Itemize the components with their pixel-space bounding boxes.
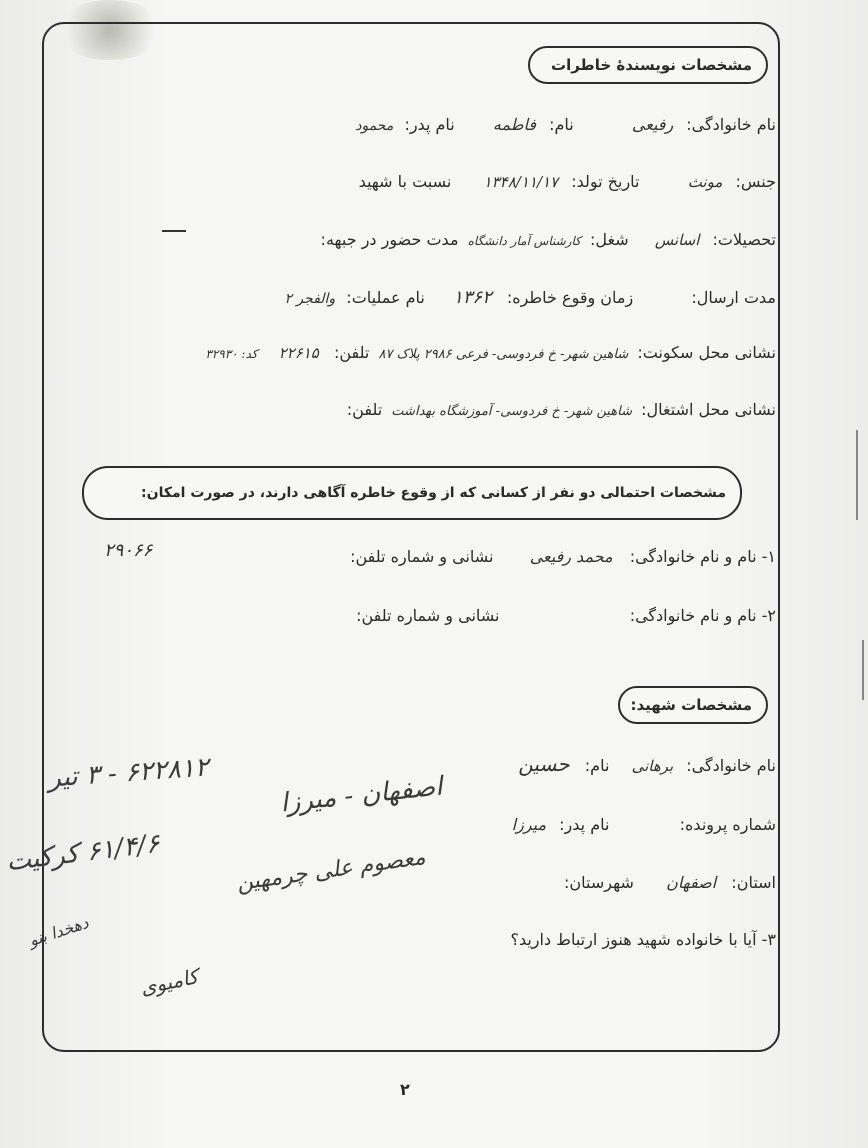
- handwritten-value: مونث: [687, 173, 723, 191]
- margin-note: ۶۱/۴/۶ کرکیت: [4, 828, 162, 878]
- margin-note: دهخدا بنو: [26, 912, 91, 951]
- label: تاریخ تولد:: [571, 172, 640, 191]
- handwritten-value: محمود: [355, 118, 394, 134]
- handwritten-value: کد: ۳۲۹۳۰: [205, 347, 258, 361]
- section-title-writer: مشخصات نویسندهٔ خاطرات: [528, 46, 768, 84]
- writer-row-names: [349, 115, 776, 134]
- martyr-row-file: [504, 815, 776, 834]
- label: شماره پرونده:: [679, 815, 776, 834]
- label: مدت ارسال:: [691, 288, 776, 307]
- label: مدت حضور در جبهه:: [320, 230, 459, 249]
- label: جنس:: [735, 172, 776, 191]
- handwritten-value: محمد رفیعی: [529, 547, 613, 566]
- edge-mark: [856, 430, 858, 520]
- label: ۱- نام و نام خانوادگی:: [629, 547, 776, 566]
- handwritten-value: کارشناس آمار دانشگاه: [467, 234, 581, 248]
- label: تحصیلات:: [712, 230, 776, 249]
- writer-row-send: [278, 287, 776, 308]
- handwritten-value: رفیعی: [631, 115, 674, 134]
- label: استان:: [731, 873, 776, 892]
- section-title-martyr: مشخصات شهید:: [618, 686, 768, 724]
- section-title-witness: مشخصات احتمالی دو نفر از کسانی که از وقوع خاطره آگاهی دارند، در صورت امکان:: [82, 466, 742, 520]
- margin-note: معصوم علی چرمهین: [235, 844, 428, 897]
- witness-row-1: [350, 547, 776, 566]
- blank-dash: [162, 230, 186, 232]
- handwritten-value: ۱۳۴۸/۱۱/۱۷: [483, 173, 559, 191]
- witness-row-2: [356, 606, 776, 625]
- label: شهرستان:: [564, 873, 634, 892]
- label: نام عملیات:: [346, 288, 425, 307]
- handwritten-value: ۱۳۶۲: [453, 287, 492, 308]
- label: نشانی محل اشتغال:: [641, 400, 776, 419]
- label: نام پدر:: [559, 815, 610, 834]
- label: تلفن:: [346, 400, 383, 419]
- handwritten-value: برهانی: [631, 757, 674, 775]
- label: نسبت با شهید: [358, 172, 452, 191]
- handwritten-value: اصفهان: [666, 873, 717, 892]
- label: نام پدر:: [404, 115, 455, 134]
- margin-note: کامیوی: [138, 964, 201, 1000]
- label: شغل:: [589, 230, 629, 249]
- label: ۲- نام و نام خانوادگی:: [629, 606, 776, 625]
- label: نشانی محل سکونت:: [637, 343, 776, 362]
- label: نام:: [584, 756, 610, 775]
- edge-mark: [862, 640, 864, 700]
- handwritten-value: میرزا: [511, 815, 547, 834]
- handwritten-value: حسین: [518, 752, 570, 776]
- writer-row-gender: [359, 172, 776, 191]
- handwritten-value: اسانس: [654, 231, 700, 249]
- label: زمان وقوع خاطره:: [506, 288, 634, 307]
- label: نشانی و شماره تلفن:: [356, 606, 500, 625]
- martyr-question: ۳- آیا با خانواده شهید هنوز ارتباط دارید؟: [510, 930, 776, 949]
- handwritten-phone: ۲۹۰۶۶: [104, 540, 153, 561]
- handwritten-value: والفجر ۲: [284, 291, 336, 307]
- handwritten-value: شاهین شهر- خ فردوسی- آموزشگاه بهداشت: [391, 404, 633, 419]
- handwritten-value: شاهین شهر- خ فردوسی- فرعی ۲۹۸۶ پلاک ۸۷: [378, 347, 629, 362]
- handwritten-value: ۲۲۶۱۵: [278, 344, 319, 362]
- martyr-row-names: [508, 752, 776, 776]
- label: نام:: [549, 115, 574, 134]
- label: نشانی و شماره تلفن:: [350, 547, 494, 566]
- margin-note: اصفهان - میرزا: [278, 771, 444, 819]
- label: نام خانوادگی:: [686, 756, 776, 775]
- margin-note: ۶۲۲۸۱۲ - ۳ تیر: [47, 752, 210, 794]
- page-number: ۲: [400, 1080, 410, 1099]
- label: نام خانوادگی:: [686, 115, 776, 134]
- label: تلفن:: [333, 343, 370, 362]
- martyr-row-province: [564, 873, 776, 892]
- handwritten-value: فاطمه: [492, 115, 537, 134]
- writer-row-home: [199, 343, 776, 362]
- writer-row-education: [321, 230, 776, 249]
- writer-row-work: [347, 400, 776, 419]
